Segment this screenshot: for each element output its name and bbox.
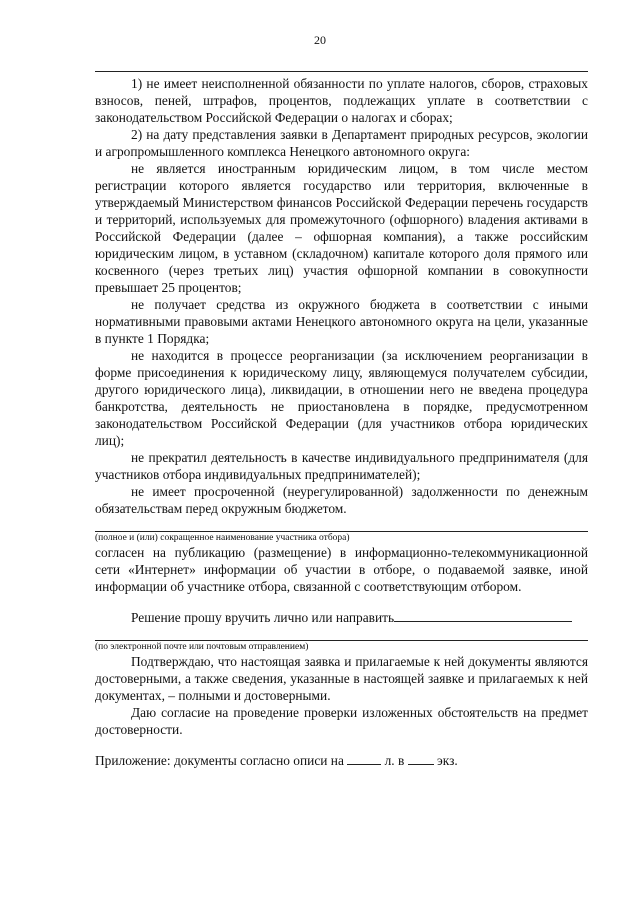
- paragraph-decision: [95, 609, 588, 626]
- paragraph-no-budget-funds: не получает средства из окружного бюджета в соответствии с иными нормативными правовыми актами Ненецкого автономного округа на цели, указанные в пункте 1 Порядка;: [95, 297, 588, 346]
- paragraph-confirmation: Подтверждаю, что настоящая заявка и прилагаемые к ней документы являются достоверными, а также сведения, указанные в настоящей заявке и прилагаемых к ней документах, – полными и достоверными.: [95, 654, 588, 703]
- paragraph-no-tax-debt: 1) не имеет неисполненной обязанности по уплате налогов, сборов, страховых взносов, пеней, штрафов, процентов, подлежащих уплате в соответствии с законодательством Российской Федерации о налогах и сборах;: [95, 76, 588, 125]
- paragraph-no-overdue-debt: не имеет просроченной (неурегулированной) задолженности по денежным обязательствам перед окружным бюджетом.: [95, 484, 588, 516]
- paragraph-appendix: [95, 752, 588, 769]
- decision-label: Решение прошу вручить лично или направить: [131, 610, 395, 625]
- participant-name-caption: (полное и (или) сокращенное наименование участника отбора): [95, 533, 350, 543]
- document-body: [95, 75, 588, 769]
- delivery-method-caption: (по электронной почте или почтовым отправлением): [95, 642, 309, 652]
- page-number: 20: [314, 33, 326, 47]
- decision-delivery-blank[interactable]: [394, 609, 572, 622]
- paragraph-consent: согласен на публикацию (размещение) в информационно-телекоммуникационной сети «Интернет» информации об участии в отборе, о подаваемой заявке, иной информации об участнике отбора, связанной с соответствующим отбором.: [95, 545, 588, 594]
- appendix-copies-blank[interactable]: [408, 752, 434, 765]
- appendix-suffix: экз.: [437, 753, 458, 768]
- paragraph-verification-consent: Даю согласие на проведение проверки изложенных обстоятельств на предмет достоверности.: [95, 705, 588, 737]
- paragraph-on-submission-date: 2) на дату представления заявки в Департамент природных ресурсов, экологии и агропромышленного комплекса Ненецкого автономного округа:: [95, 127, 588, 159]
- paragraph-not-ceased-activity: не прекратил деятельность в качестве индивидуального предпринимателя (для участников отбора индивидуальных предпринимателей);: [95, 450, 588, 482]
- appendix-prefix: Приложение: документы согласно описи на: [95, 753, 344, 768]
- appendix-sheets-blank[interactable]: [347, 752, 381, 765]
- top-rule: [95, 71, 588, 72]
- paragraph-not-in-reorganization: не находится в процессе реорганизации (за исключением реорганизации в форме присоединения к юридическому лицу, являющемуся получателем субсидии, другого юридического лица), ликвидации, в отношении него не введена процедура банкротства, деятельность не приостановлена в порядке, предусмотренном законодательством Российской Федерации (для участников отбора юридических лиц);: [95, 348, 588, 448]
- appendix-middle: л. в: [384, 753, 405, 768]
- paragraph-not-foreign-entity: не является иностранным юридическим лицом, в том числе местом регистрации которого является государство или территория, включенные в утверждаемый Министерством финансов Российской Федерации перечень государств и территорий, используемых для промежуточного (офшорного) владения активами в Российской Федерации (далее – офшорная компания), а также российским юридическим лицом, в уставном (складочном) капитале которого доля прямого или косвенного (через третьих лиц) участия офшорной компании в совокупности превышает 25 процентов;: [95, 161, 588, 295]
